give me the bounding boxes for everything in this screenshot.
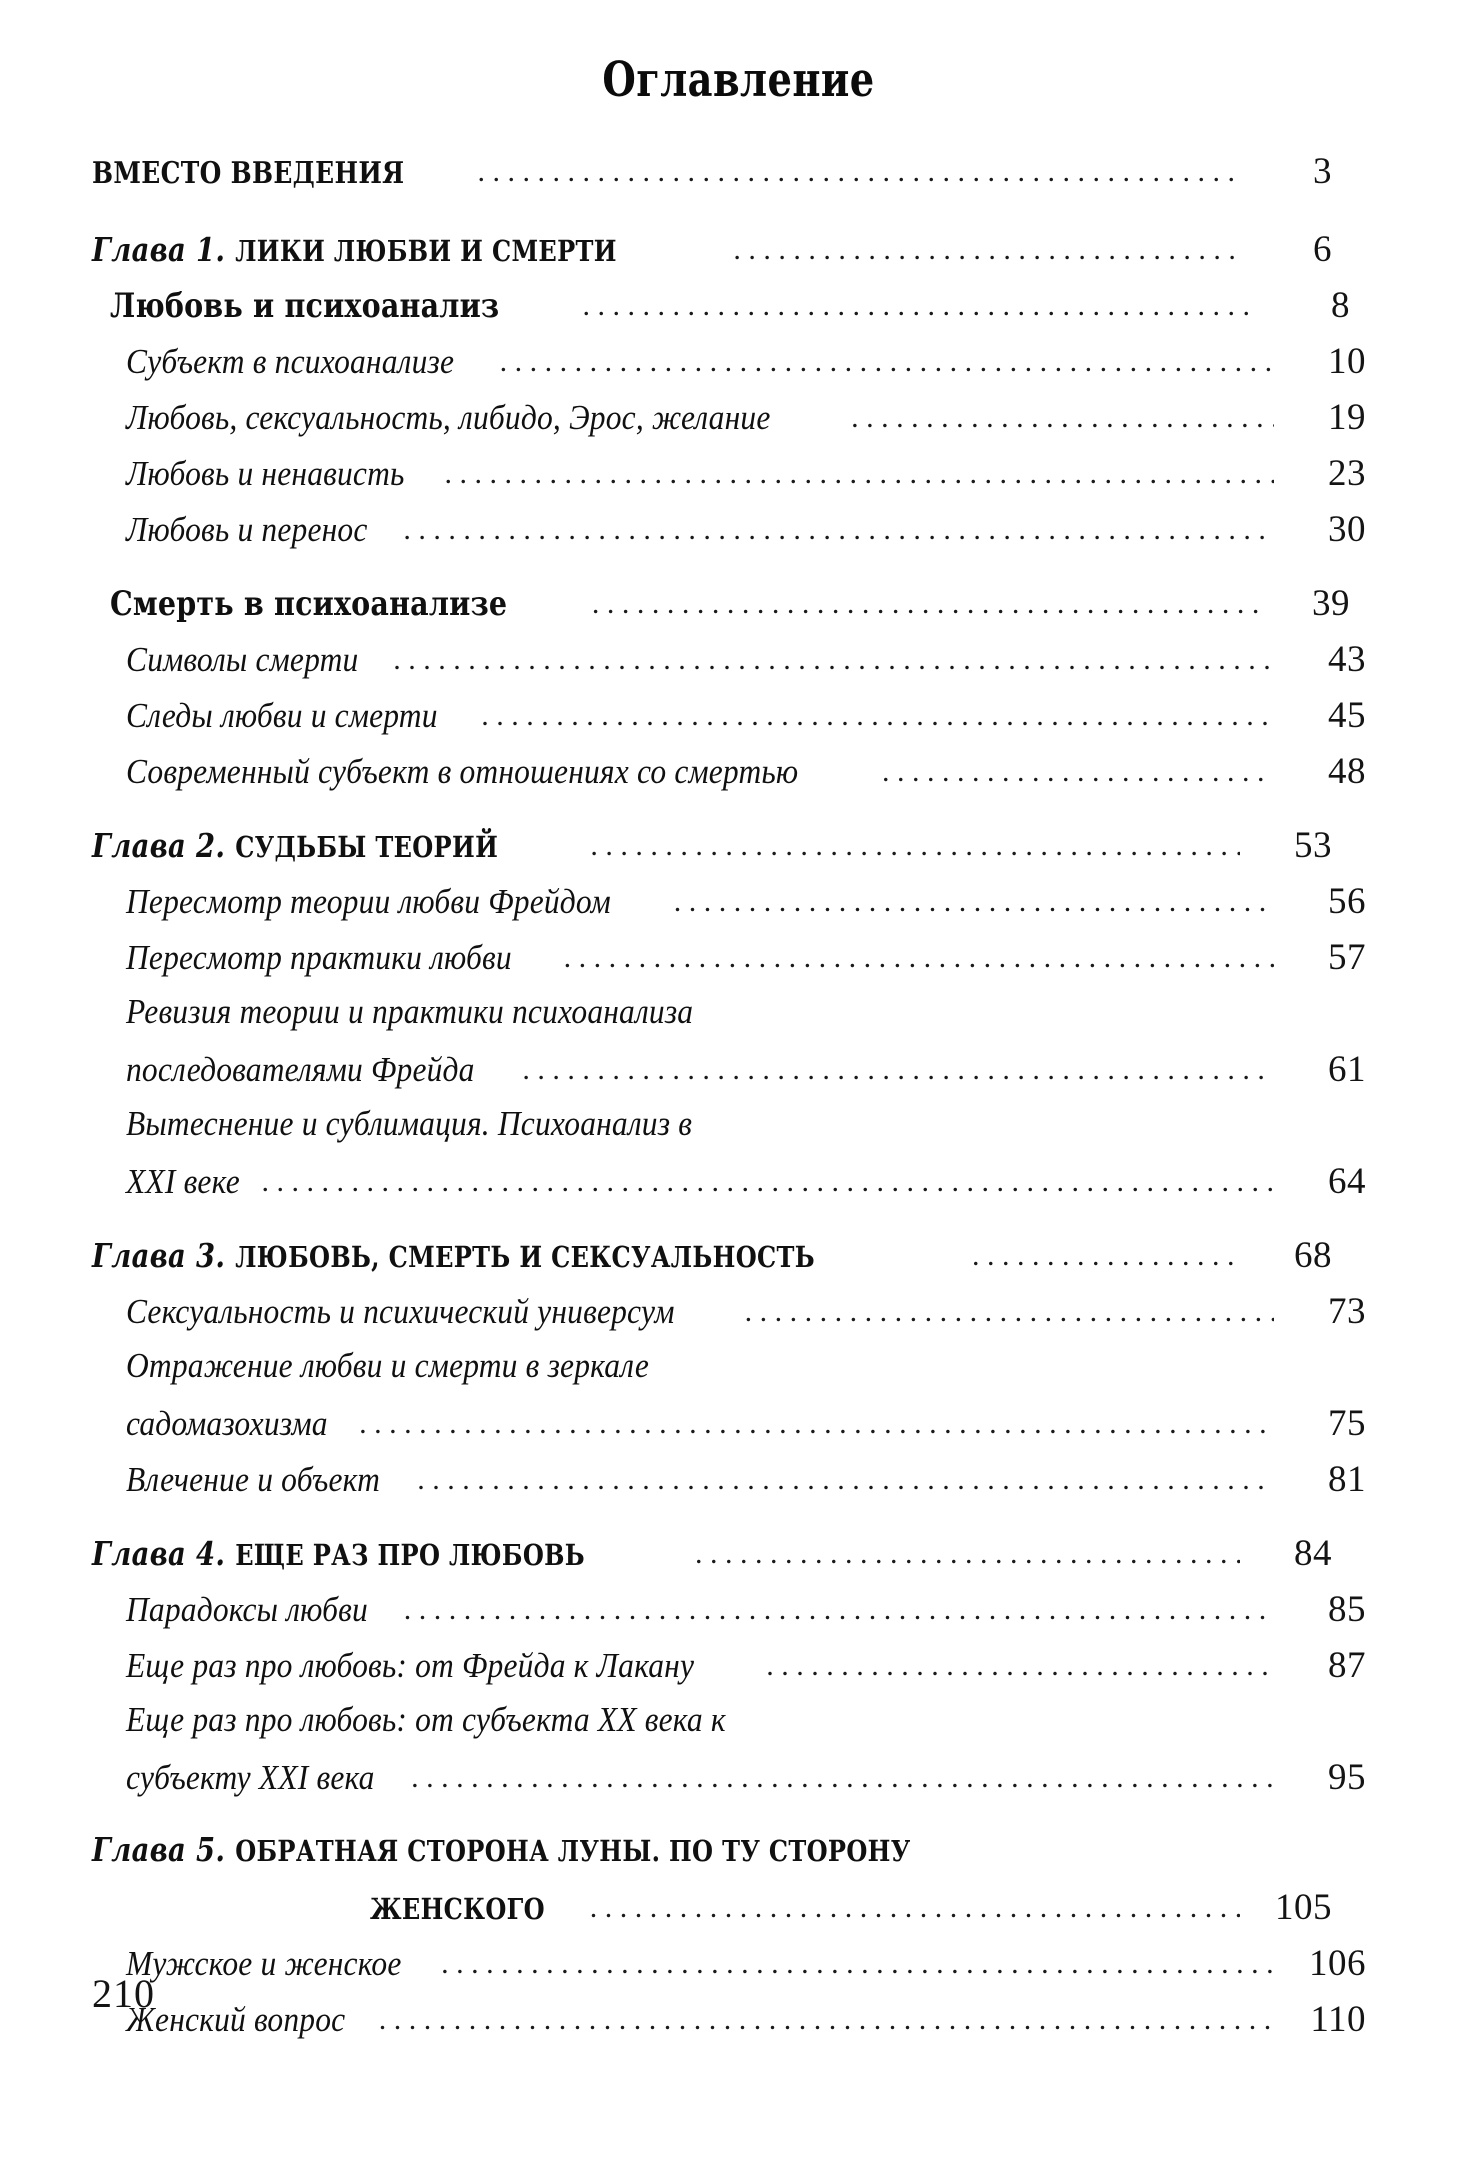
- toc-entry-label: Женский вопрос: [126, 2000, 346, 2039]
- toc-page-number: 81: [1328, 1459, 1366, 1500]
- toc-page-number: 73: [1328, 1291, 1366, 1332]
- toc-page-number: 110: [1310, 1999, 1366, 2040]
- toc-page-number: 106: [1309, 1943, 1366, 1984]
- toc-dot-leader: [395, 1595, 1274, 1625]
- toc-entry-label: садомазохизма: [126, 1404, 328, 1443]
- toc-dot-leader: [253, 1167, 1274, 1197]
- toc-entry-label: Еще раз про любовь: от Фрейда к Лакану: [126, 1646, 695, 1685]
- toc-dot-leader: [842, 403, 1274, 433]
- toc-entry-label: последователями Фрейда: [126, 1050, 475, 1089]
- toc-entry-label: Смерть в психоанализе: [110, 584, 508, 624]
- toc-page-number: 95: [1328, 1757, 1366, 1798]
- toc-dot-leader: [468, 157, 1240, 187]
- toc-entry-label: [92, 230, 617, 269]
- toc-entry-label: Мужское и женское: [126, 1944, 402, 1983]
- toc-entry[interactable]: [126, 694, 1366, 750]
- toc-entry[interactable]: [92, 1830, 1332, 1886]
- toc-dot-leader: [402, 1763, 1274, 1793]
- toc-entry-label: Парадоксы любви: [126, 1590, 368, 1629]
- toc-chapter-title: ЕЩЕ РАЗ ПРО ЛЮБОВЬ: [235, 1538, 585, 1572]
- toc-dot-leader: [581, 1893, 1240, 1923]
- toc-page-number: 57: [1328, 937, 1366, 978]
- toc-dot-leader: [472, 701, 1274, 731]
- toc-page-number: 53: [1294, 825, 1332, 866]
- toc-chapter-number: Глава 1.: [92, 230, 226, 269]
- toc-page-number: 48: [1328, 751, 1366, 792]
- toc-entry-label: XXI веке: [126, 1162, 240, 1201]
- toc-dot-leader: [686, 1539, 1240, 1569]
- toc-dot-leader: [350, 1409, 1274, 1439]
- toc-entry[interactable]: [126, 1700, 1366, 1756]
- toc-entry-label: Субъект в психоанализе: [126, 342, 455, 381]
- toc-entry-list: [92, 150, 1366, 2054]
- toc-entry[interactable]: [126, 1104, 1366, 1160]
- toc-entry[interactable]: [92, 1532, 1332, 1588]
- toc-entry[interactable]: [126, 396, 1366, 452]
- toc-entry[interactable]: [126, 638, 1366, 694]
- toc-page-number: 75: [1328, 1403, 1366, 1444]
- toc-entry-label: Любовь, сексуальность, либидо, Эрос, желание: [126, 398, 771, 437]
- toc-entry-label: [92, 826, 498, 865]
- page-title: Оглавление: [602, 52, 875, 108]
- toc-dot-leader: [736, 1297, 1274, 1327]
- toc-entry-label: Вытеснение и сублимация. Психоанализ в: [126, 1104, 693, 1143]
- toc-dot-leader: [757, 1651, 1274, 1681]
- toc-dot-leader: [435, 459, 1274, 489]
- toc-dot-leader: [370, 2005, 1274, 2035]
- toc-page-number: 84: [1294, 1533, 1332, 1574]
- toc-dot-leader: [573, 291, 1258, 321]
- toc-entry-label: Любовь и ненависть: [126, 454, 405, 493]
- toc-dot-leader: [555, 943, 1274, 973]
- toc-entry-label: Любовь и психоанализ: [110, 286, 500, 326]
- toc-dot-leader: [394, 515, 1274, 545]
- toc-page-number: 19: [1328, 397, 1366, 438]
- toc-entry-label: Влечение и объект: [126, 1460, 381, 1499]
- toc-dot-leader: [792, 1699, 1274, 1729]
- toc-chapter-number: Глава 3.: [92, 1236, 226, 1275]
- toc-chapter-title: СУДЬБЫ ТЕОРИЙ: [235, 830, 499, 864]
- toc-entry[interactable]: [126, 936, 1366, 992]
- toc-entry-label: Еще раз про любовь: от субъекта XX века к: [126, 1700, 726, 1739]
- toc-entry-label: Отражение любви и смерти в зеркале: [126, 1346, 650, 1385]
- toc-entry-label: Современный субъект в отношениях со смертью: [126, 752, 799, 791]
- toc-page-number: 85: [1328, 1589, 1366, 1630]
- toc-dot-leader: [755, 1103, 1274, 1133]
- toc-entry[interactable]: [126, 1048, 1366, 1104]
- toc-dot-leader: [581, 831, 1240, 861]
- toc-page-number: 56: [1328, 881, 1366, 922]
- toc-chapter-number: Глава 5.: [92, 1830, 226, 1869]
- toc-dot-leader: [408, 1465, 1274, 1495]
- toc-entry[interactable]: [126, 452, 1366, 508]
- toc-entry[interactable]: [126, 1998, 1366, 2054]
- toc-entry[interactable]: [92, 150, 1332, 206]
- toc-entry-label: Любовь и перенос: [126, 510, 368, 549]
- toc-entry-label: Следы любви и смерти: [126, 696, 438, 735]
- toc-dot-leader: [724, 235, 1240, 265]
- toc-entry[interactable]: [126, 508, 1366, 564]
- toc-entry[interactable]: [126, 1160, 1366, 1216]
- toc-dot-leader: [756, 991, 1274, 1021]
- toc-page-number: 30: [1328, 509, 1366, 550]
- toc-entry[interactable]: [92, 228, 1332, 284]
- toc-entry-label: ЖЕНСКОГО: [370, 1892, 545, 1926]
- toc-entry[interactable]: [110, 284, 1350, 340]
- toc-entry[interactable]: [126, 1644, 1366, 1700]
- toc-dot-leader: [491, 347, 1274, 377]
- toc-entry[interactable]: [126, 1588, 1366, 1644]
- toc-entry[interactable]: [126, 880, 1366, 936]
- toc-chapter-title: ЛИКИ ЛЮБВИ И СМЕРТИ: [235, 234, 617, 268]
- toc-entry-label: Пересмотр практики любви: [126, 938, 512, 977]
- toc-dot-leader: [1078, 1829, 1240, 1859]
- toc-page-number: 68: [1294, 1235, 1332, 1276]
- toc-entry[interactable]: [92, 1234, 1332, 1290]
- toc-page-number: 61: [1328, 1049, 1366, 1090]
- toc-page-number: 10: [1328, 341, 1366, 382]
- page-folio-number: 210: [92, 1971, 155, 2016]
- toc-entry[interactable]: [110, 582, 1350, 638]
- toc-entry[interactable]: [92, 1886, 1332, 1942]
- toc-dot-leader: [707, 1345, 1274, 1375]
- toc-entry-label: Сексуальность и психический универсум: [126, 1292, 675, 1331]
- toc-entry[interactable]: [92, 824, 1332, 880]
- toc-entry[interactable]: [126, 1290, 1366, 1346]
- toc-chapter-title: ЛЮБОВЬ, СМЕРТЬ И СЕКСУАЛЬНОСТЬ: [235, 1240, 815, 1274]
- toc-dot-leader: [384, 645, 1274, 675]
- toc-entry[interactable]: [126, 1402, 1366, 1458]
- toc-entry-label: Пересмотр теории любви Фрейдом: [126, 882, 611, 921]
- toc-entry-label: [92, 1236, 815, 1275]
- toc-entry[interactable]: [126, 750, 1366, 806]
- toc-entry[interactable]: [126, 1458, 1366, 1514]
- toc-entry[interactable]: [126, 992, 1366, 1048]
- toc-page-number: 43: [1328, 639, 1366, 680]
- toc-page-number: 105: [1275, 1887, 1332, 1928]
- toc-chapter-title: ОБРАТНАЯ СТОРОНА ЛУНЫ. ПО ТУ СТОРОНУ: [235, 1834, 911, 1868]
- toc-chapter-number: Глава 4.: [92, 1534, 226, 1573]
- toc-dot-leader: [665, 887, 1274, 917]
- toc-entry-label: [92, 1830, 911, 1869]
- toc-page-number: 3: [1313, 151, 1332, 192]
- toc-entry-label: [92, 1534, 585, 1573]
- toc-entry[interactable]: [126, 1346, 1366, 1402]
- toc-dot-leader: [432, 1949, 1274, 1979]
- toc-page-number: 8: [1331, 285, 1350, 326]
- toc-page-number: 87: [1328, 1645, 1366, 1686]
- toc-entry-label: Ревизия теории и практики психоанализа: [126, 992, 694, 1031]
- toc-dot-leader: [963, 1241, 1240, 1271]
- toc-chapter-number: Глава 2.: [92, 826, 226, 865]
- toc-entry[interactable]: [126, 1942, 1366, 1998]
- toc-page-number: 39: [1312, 583, 1350, 624]
- toc-page-number: 23: [1328, 453, 1366, 494]
- toc-page-number: 6: [1313, 229, 1332, 270]
- toc-entry-label: субъекту XXI века: [126, 1758, 375, 1797]
- toc-page-number: 64: [1328, 1161, 1366, 1202]
- toc-dot-leader: [513, 1055, 1274, 1085]
- toc-dot-leader: [873, 757, 1274, 787]
- toc-entry[interactable]: [126, 340, 1366, 396]
- toc-entry-label: Символы смерти: [126, 640, 359, 679]
- toc-entry-label: ВМЕСТО ВВЕДЕНИЯ: [92, 156, 405, 191]
- toc-entry[interactable]: [126, 1756, 1366, 1812]
- toc-page-number: 45: [1328, 695, 1366, 736]
- toc-dot-leader: [583, 589, 1258, 619]
